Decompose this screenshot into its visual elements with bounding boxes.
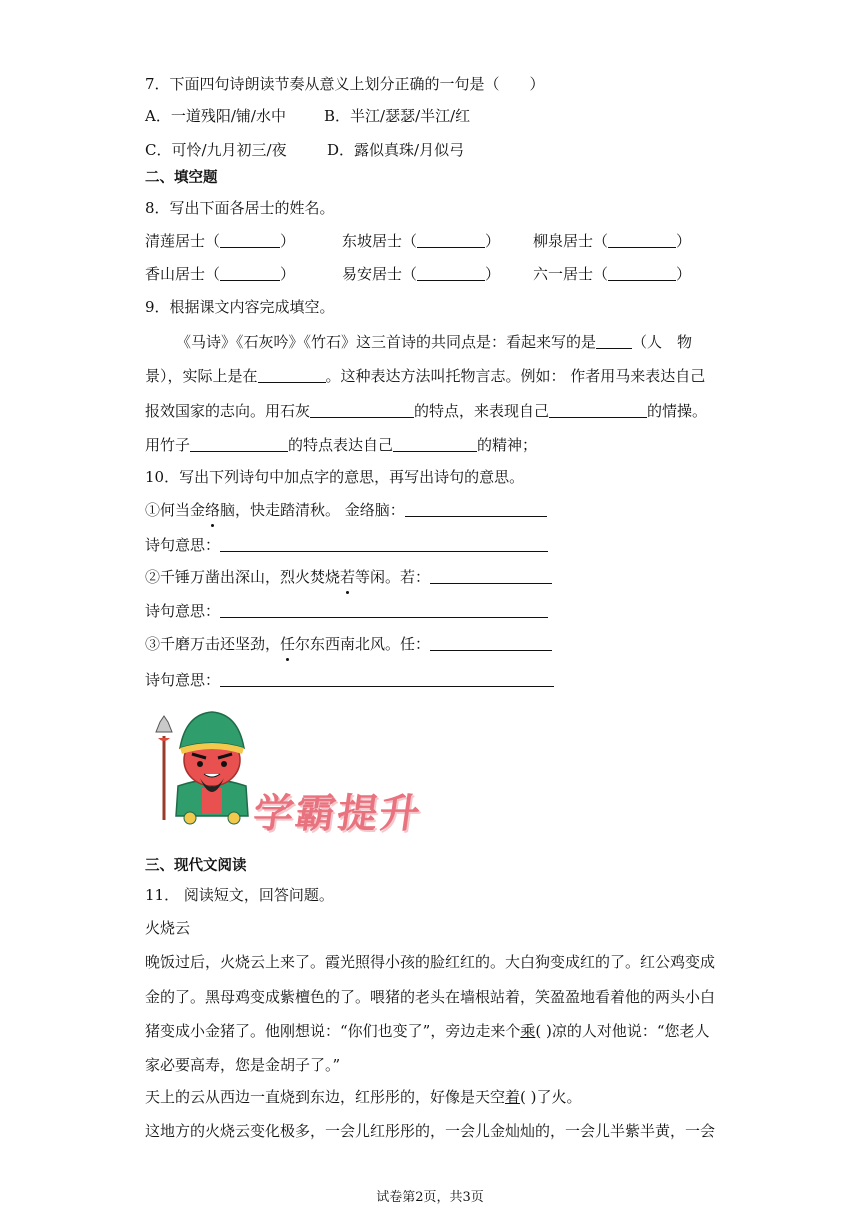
dotted-word: 金络脑 — [190, 501, 236, 519]
dotted-word: 任 — [280, 635, 296, 653]
answer-blank[interactable] — [220, 265, 280, 281]
q8-item: 清莲居士（ ） — [145, 232, 296, 250]
q8-stem: 8．写出下面各居士的姓名。 — [145, 199, 335, 217]
answer-blank[interactable] — [417, 265, 485, 281]
q8-item: 香山居士（ ） — [145, 265, 296, 283]
answer-blank[interactable] — [417, 232, 485, 248]
answer-blank[interactable] — [220, 671, 554, 687]
answer-blank[interactable] — [220, 232, 280, 248]
answer-blank[interactable] — [608, 232, 676, 248]
xueba-banner — [150, 708, 460, 837]
q9-text-line: 景），实际上是在 。这种表达方法叫托物言志。例如： 作者用马来表达自己 — [145, 367, 706, 385]
q8-item: 柳泉居士（ ） — [533, 232, 692, 250]
q10-meaning-2: 诗句意思： — [145, 600, 548, 622]
answer-blank[interactable] — [393, 436, 477, 452]
passage-line: 晚饭过后，火烧云上来了。霞光照得小孩的脸红红的。大白狗变成红的了。红公鸡变成 — [145, 953, 716, 971]
q8-item: 易安居士（ ） — [342, 265, 501, 283]
page-footer: 试卷第2页，共3页 — [376, 1190, 484, 1205]
q8-item: 东坡居士（ ） — [342, 232, 501, 250]
section-heading-reading: 三、现代文阅读 — [145, 858, 247, 874]
answer-blank[interactable] — [596, 333, 632, 349]
q10-meaning-3: 诗句意思： — [145, 669, 554, 691]
q11-stem: 11． 阅读短文，回答问题。 — [145, 886, 334, 904]
q7-stem: 7．下面四句诗朗读节奏从意义上划分正确的一句是（ ） — [145, 75, 545, 93]
passage-line: 家必要高寿，您是金胡子了。” — [145, 1056, 341, 1074]
answer-blank[interactable] — [220, 602, 548, 618]
q9-text-line: 报效国家的志向。用石灰 的特点，来表现自己 的情操。 — [145, 402, 708, 420]
answer-blank[interactable] — [430, 568, 552, 584]
underlined-char: 着 — [505, 1088, 521, 1106]
q8-item: 六一居士（ ） — [533, 265, 692, 283]
answer-blank[interactable] — [258, 367, 326, 383]
banner-title: 学霸提升 — [250, 791, 425, 837]
answer-blank[interactable] — [608, 265, 676, 281]
dotted-word: 若 — [340, 568, 356, 586]
q9-text-line: 《马诗》《石灰吟》《竹石》这三首诗的共同点是：看起来写的是 （人 物 — [176, 333, 693, 351]
underlined-char: 乘 — [520, 1022, 536, 1040]
passage-title: 火烧云 — [145, 919, 191, 937]
answer-blank[interactable] — [430, 635, 552, 651]
q10-sentence-3: ③千磨万击还坚劲，任尔东西南北风。任： — [145, 633, 552, 655]
answer-blank[interactable] — [405, 501, 547, 517]
passage-line: 猪变成小金猪了。他刚想说：“你们也变了”，旁边走来个乘( )凉的人对他说：“您老人 — [145, 1022, 710, 1040]
answer-blank[interactable] — [549, 402, 647, 418]
q10-stem: 10．写出下列诗句中加点字的意思，再写出诗句的意思。 — [145, 468, 525, 486]
q7-option-d: D．露似真珠/月似弓 — [327, 141, 465, 159]
q9-stem: 9．根据课文内容完成填空。 — [145, 298, 335, 316]
answer-blank[interactable] — [190, 436, 288, 452]
q9-text-line: 用竹子 的特点表达自己 的精神； — [145, 436, 538, 454]
answer-blank[interactable] — [220, 536, 548, 552]
q7-option-b: B．半江/瑟瑟/半江/红 — [324, 107, 471, 125]
q7-option-c: C．可怜/九月初三/夜 — [145, 141, 287, 159]
passage-line: 天上的云从西边一直烧到东边，红彤彤的，好像是天空着( )了火。 — [145, 1088, 582, 1106]
passage-line: 金的了。黑母鸡变成紫檀色的了。喂猪的老头在墙根站着，笑盈盈地看着他的两头小白 — [145, 988, 716, 1006]
section-heading-fill: 二、填空题 — [145, 170, 218, 186]
q10-sentence-2: ②千锤万凿出深山，烈火焚烧若等闲。若： — [145, 566, 552, 588]
passage-line: 这地方的火烧云变化极多，一会儿红彤彤的，一会儿金灿灿的，一会儿半紫半黄，一会 — [145, 1122, 716, 1140]
q7-option-a: A．一道残阳/铺/水中 — [145, 107, 286, 125]
answer-blank[interactable] — [310, 402, 414, 418]
q10-sentence-1: ①何当金络脑，快走踏清秋。 金络脑： — [145, 499, 547, 521]
q10-meaning-1: 诗句意思： — [145, 534, 548, 556]
